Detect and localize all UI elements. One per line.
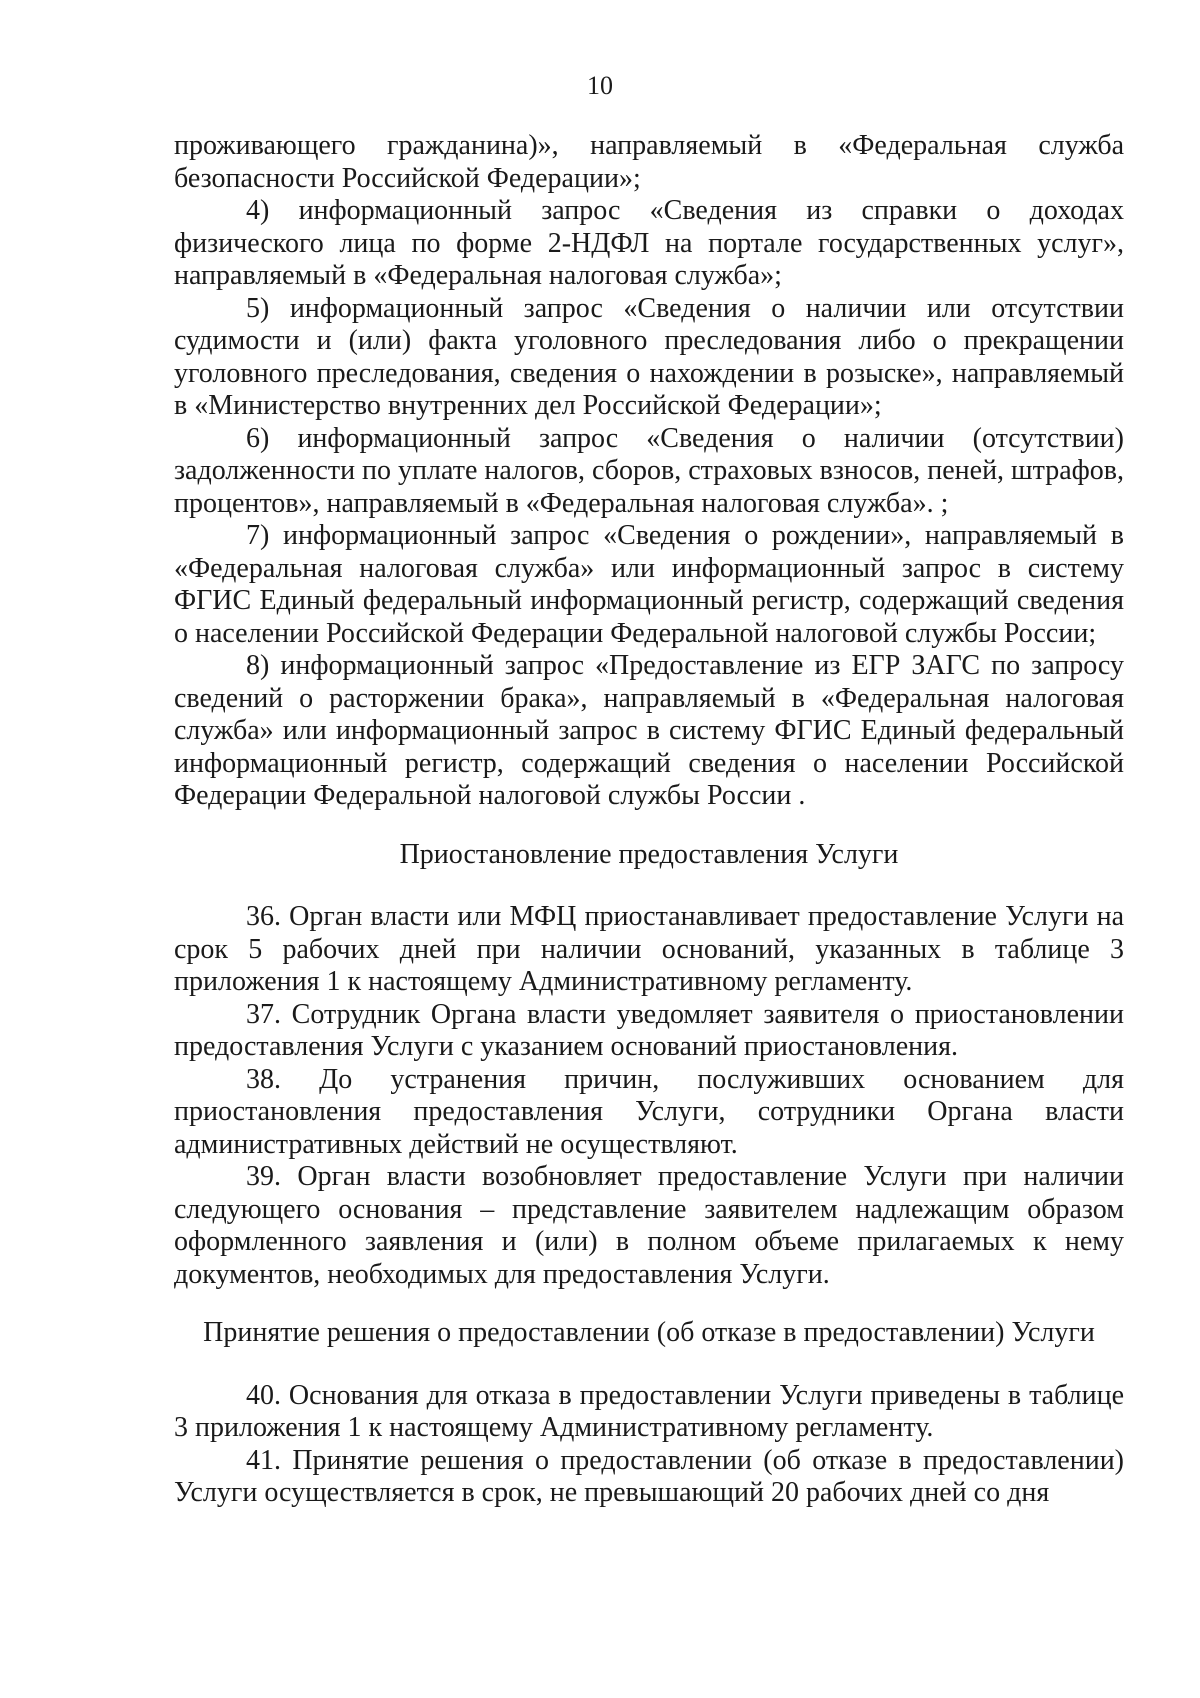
paragraph-item-7: 7) информационный запрос «Сведения о рождении», направляемый в «Федеральная налоговая служба» или информационный запрос в систему ФГИС Единый федеральный информационный регистр, содержащий сведения о населении Российской Федерации Федеральной налоговой службы России;	[174, 520, 1124, 649]
paragraph-item-5: 5) информационный запрос «Сведения о наличии или отсутствии судимости и (или) факта уголовного преследования либо о прекращении уголовного преследования, сведения о нахождении в розыске», направляемый в «Министерство внутренних дел Российской Федерации»;	[174, 292, 1124, 421]
page-number: 10	[587, 71, 613, 100]
section-heading-suspension: Приостановление предоставления Услуги	[399, 838, 899, 870]
paragraph-item-8: 8) информационный запрос «Предоставление из ЕГР ЗАГС по запросу сведений о расторжении брака», направляемый в «Федеральная налоговая служба» или информационный запрос в систему ФГИС Единый федеральный информационный регистр, содержащий сведения о населении Российской Федерации Федеральной налоговой службы России .	[174, 650, 1124, 811]
section-heading-decision: Принятие решения о предоставлении (об отказе в предоставлении) Услуги	[203, 1317, 1095, 1348]
paragraph-41: 41. Принятие решения о предоставлении (об отказе в предоставлении) Услуги осуществляется в срок, не превышающий 20 рабочих дней со дня	[174, 1444, 1124, 1508]
document-body	[174, 130, 1124, 1510]
paragraph-40: 40. Основания для отказа в предоставлении Услуги приведены в таблице 3 приложения 1 к настоящему Административному регламенту.	[174, 1379, 1124, 1443]
paragraph-item-6: 6) информационный запрос «Сведения о наличии (отсутствии) задолженности по уплате налогов, сборов, страховых взносов, пеней, штрафов, процентов», направляемый в «Федеральная налоговая служба». ;	[174, 422, 1124, 519]
paragraph-item-4: 4) информационный запрос «Сведения из справки о доходах физического лица по форме 2-НДФЛ на портале государственных услуг», направляемый в «Федеральная налоговая служба»;	[174, 195, 1124, 291]
paragraph-39: 39. Орган власти возобновляет предоставление Услуги при наличии следующего основания – представление заявителем надлежащим образом оформленного заявления и (или) в полном объеме прилагаемых к нему документов, необходимых для предоставления Услуги.	[174, 1161, 1124, 1290]
paragraph-37: 37. Сотрудник Органа власти уведомляет заявителя о приостановлении предоставления Услуги с указанием оснований приостановления.	[174, 998, 1124, 1062]
paragraph-36: 36. Орган власти или МФЦ приостанавливает предоставление Услуги на срок 5 рабочих дней при наличии оснований, указанных в таблице 3 приложения 1 к настоящему Административному регламенту.	[174, 901, 1124, 997]
paragraph-38: 38. До устранения причин, послуживших основанием для приостановления предоставления Услуги, сотрудники Органа власти административных действий не осуществляют.	[174, 1063, 1124, 1160]
paragraph-continuation: проживающего гражданина)», направляемый в «Федеральная служба безопасности Российской Федерации»;	[174, 130, 1124, 194]
